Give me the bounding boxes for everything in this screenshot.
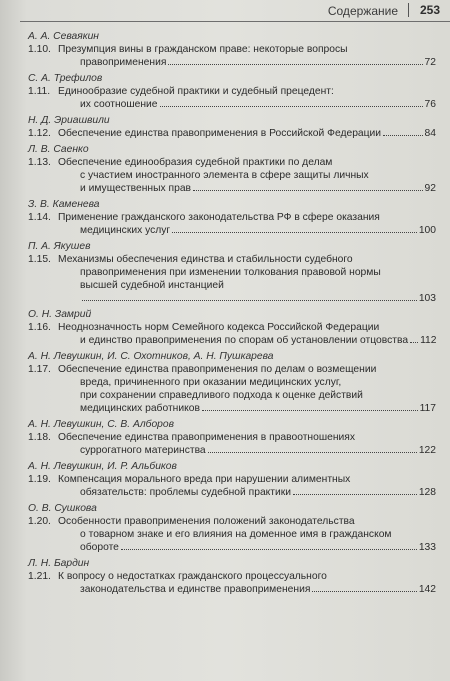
toc-entry[interactable] bbox=[28, 143, 436, 198]
entry-title-line: медицинских услуг bbox=[80, 225, 171, 236]
entry-number: 1.12. bbox=[28, 128, 51, 139]
entry-title-line: Применение гражданского законодательства РФ в сфере оказания bbox=[58, 212, 380, 223]
entry-author: З. В. Каменева bbox=[28, 199, 100, 210]
entry-page: 142 bbox=[418, 584, 436, 595]
entry-author: А. Н. Левушкин, И. С. Охотников, А. Н. Пушкарева bbox=[28, 351, 274, 362]
entry-page: 133 bbox=[418, 542, 436, 553]
leader-dots bbox=[160, 106, 423, 107]
entry-number: 1.11. bbox=[28, 86, 51, 97]
entry-title-line: и имущественных прав bbox=[80, 183, 192, 194]
entry-page: 92 bbox=[424, 183, 436, 194]
entry-page: 117 bbox=[419, 403, 436, 414]
entry-title-line: Механизмы обеспечения единства и стабильности судебного bbox=[58, 254, 353, 265]
entry-author: О. Н. Замрий bbox=[28, 309, 92, 320]
leader-dots bbox=[172, 232, 417, 233]
entry-author: П. А. Якушев bbox=[28, 241, 91, 252]
entry-number: 1.17. bbox=[28, 364, 51, 375]
entry-page: 100 bbox=[418, 225, 436, 236]
entry-title-line: с участием иностранного элемента в сфере защиты личных bbox=[80, 170, 369, 181]
page-number: 253 bbox=[419, 3, 440, 17]
leader-dots bbox=[383, 135, 422, 136]
entry-page: 103 bbox=[418, 293, 436, 304]
entry-title-line: обороте bbox=[80, 542, 119, 553]
leader-dots bbox=[193, 190, 423, 191]
entry-number: 1.10. bbox=[28, 44, 51, 55]
running-header bbox=[0, 0, 450, 22]
toc-entry[interactable] bbox=[28, 30, 436, 72]
entry-author: Н. Д. Эриашвили bbox=[28, 115, 110, 126]
leader-dots bbox=[82, 300, 417, 301]
entry-title-line: Неоднозначность норм Семейного кодекса Российской Федерации bbox=[58, 322, 380, 333]
toc-entry[interactable] bbox=[28, 502, 436, 557]
entry-title-line: вреда, причиненного при оказании медицинских услуг, bbox=[80, 377, 342, 388]
leader-dots bbox=[121, 549, 417, 550]
entry-title-line: Обеспечение единообразия судебной практики по делам bbox=[58, 157, 333, 168]
entry-title-line: Обеспечение единства правоприменения в правоотношениях bbox=[58, 432, 355, 443]
entry-author: А. Н. Левушкин, И. Р. Альбиков bbox=[28, 461, 177, 472]
entry-title-line: Компенсация морального вреда при нарушении алиментных bbox=[58, 474, 351, 485]
entry-title-line: правоприменения при изменении толкования правовой нормы bbox=[80, 267, 381, 278]
entry-title-line: Презумпция вины в гражданском праве: некоторые вопросы bbox=[58, 44, 348, 55]
entry-author: О. В. Сушкова bbox=[28, 503, 97, 514]
leader-dots bbox=[168, 64, 422, 65]
entry-title-line: Обеспечение единства правоприменения в Российской Федерации bbox=[58, 128, 382, 139]
entry-title-line: Единообразие судебной практики и судебный прецедент: bbox=[58, 86, 334, 97]
entry-author: А. Н. Левушкин, С. В. Алборов bbox=[28, 419, 175, 430]
leader-dots bbox=[410, 342, 418, 343]
entry-title-line: законодательства и единстве правоприменения bbox=[80, 584, 311, 595]
toc-entry[interactable] bbox=[28, 460, 436, 502]
entry-number: 1.21. bbox=[28, 571, 51, 582]
leader-dots bbox=[202, 410, 418, 411]
entry-title-line: о товарном знаке и его влияния на доменное имя в гражданском bbox=[80, 529, 392, 540]
entry-page: 122 bbox=[418, 445, 436, 456]
toc-entry[interactable] bbox=[28, 114, 436, 143]
toc-entry[interactable] bbox=[28, 350, 436, 418]
entry-title-line: их соотношение bbox=[80, 99, 158, 110]
entry-title-line: высшей судебной инстанцией bbox=[80, 280, 224, 291]
entry-title-line: Особенности правоприменения положений законодательства bbox=[58, 516, 355, 527]
header-rule bbox=[20, 21, 450, 22]
section-title: Содержание bbox=[327, 4, 398, 18]
entry-title-line: Обеспечение единства правоприменения по делам о возмещении bbox=[58, 364, 377, 375]
entry-title-line: и единство правоприменения по спорам об установлении отцовства bbox=[80, 335, 409, 346]
leader-dots bbox=[312, 591, 416, 592]
entry-title-line: К вопросу о недостатках гражданского процессуального bbox=[58, 571, 327, 582]
entry-page: 128 bbox=[418, 487, 436, 498]
entry-number: 1.18. bbox=[28, 432, 51, 443]
toc-entry[interactable] bbox=[28, 72, 436, 114]
entry-number: 1.15. bbox=[28, 254, 51, 265]
entry-title-line: обязательств: проблемы судебной практики bbox=[80, 487, 292, 498]
entry-page: 76 bbox=[424, 99, 436, 110]
entry-number: 1.19. bbox=[28, 474, 51, 485]
entry-author: С. А. Трефилов bbox=[28, 73, 103, 84]
entry-page: 112 bbox=[420, 335, 437, 346]
entry-author: Л. В. Саенко bbox=[28, 144, 89, 155]
entry-page: 84 bbox=[424, 128, 436, 139]
entry-number: 1.16. bbox=[28, 322, 51, 333]
entry-spacer bbox=[28, 596, 436, 599]
leader-dots bbox=[293, 494, 417, 495]
toc-entry[interactable] bbox=[28, 418, 436, 460]
header-separator bbox=[408, 3, 409, 17]
entry-author: Л. Н. Бардин bbox=[28, 558, 90, 569]
toc-entry[interactable] bbox=[28, 198, 436, 240]
toc-entries bbox=[0, 30, 450, 599]
entry-title-line: при сохранении справедливого подхода к оценке действий bbox=[80, 390, 363, 401]
toc-entry[interactable] bbox=[28, 308, 436, 350]
entry-title-line: правоприменения bbox=[80, 57, 167, 68]
entry-title-line: суррогатного материнства bbox=[80, 445, 206, 456]
toc-entry[interactable] bbox=[28, 240, 436, 308]
entry-number: 1.14. bbox=[28, 212, 51, 223]
entry-title-line: медицинских работников bbox=[80, 403, 200, 414]
entry-number: 1.20. bbox=[28, 516, 51, 527]
leader-dots bbox=[208, 452, 417, 453]
toc-entry[interactable] bbox=[28, 557, 436, 599]
entry-number: 1.13. bbox=[28, 157, 51, 168]
entry-author: А. А. Севаякин bbox=[28, 31, 99, 42]
entry-page: 72 bbox=[424, 57, 436, 68]
